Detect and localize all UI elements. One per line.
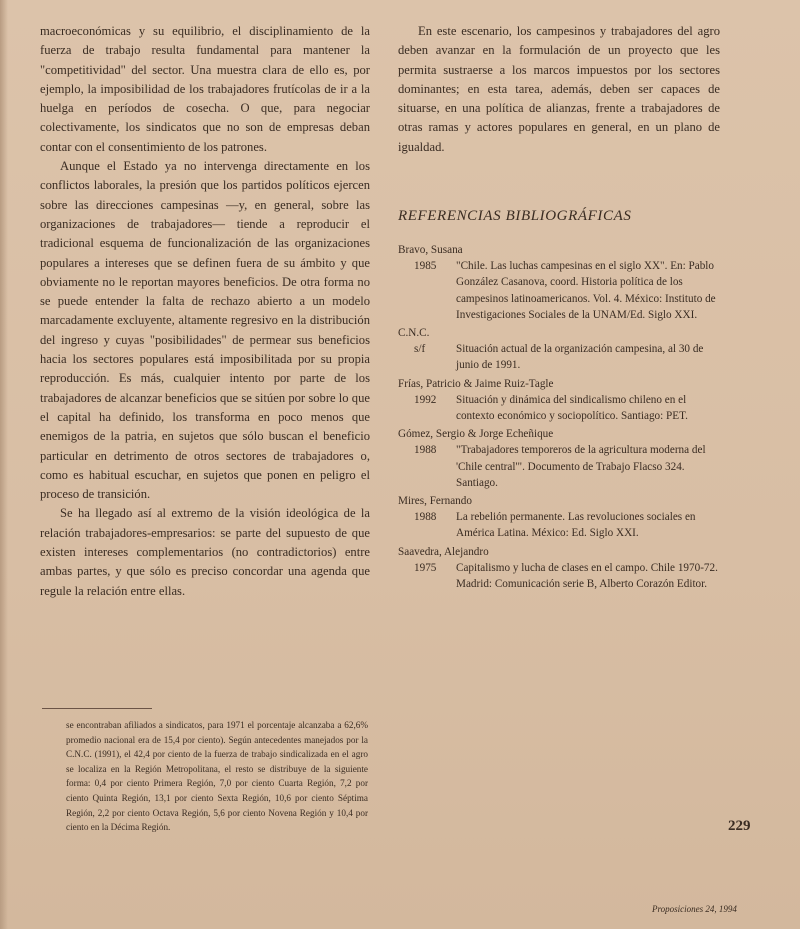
reference-item: [398, 493, 720, 542]
paragraph: Aunque el Estado ya no intervenga directamente en los conflictos laborales, la presión que los partidos políticos ejercen sobre las direcciones campesinas —y, en general, sobre las organizaciones de trabajadores— tiende a reproducir el tradicional esquema de funcionalización de las organizaciones populares a intereses que se definen fuera de su ámbito y que obviamente no le reportan mayores beneficios. De otra forma no se puede entender la falta de rechazo abierto a un modelo marcadamente excluyente, altamente regresivo en la distribución del ingreso y cuyas "posibilidades" de permear sus beneficios hacia los sectores populares está imposibilitada por su propia reproducción. Es más, cualquier intento por parte de los trabajadores de alcanzar beneficios que se sitúen por sobre lo que el capital ha definido, los transforma en poco menos que enemigos de la patria, en sujetos que sólo buscan el beneficio particular en detrimento de otros sectores de trabajadores o, como es habitual escuchar, en sujetos que ponen en peligro el proceso de transición.: [40, 159, 370, 502]
reference-author: Bravo, Susana: [398, 244, 463, 256]
reference-item: [398, 376, 720, 425]
reference-author: Frías, Patricio & Jaime Ruiz-Tagle: [398, 377, 554, 390]
reference-item: [398, 242, 720, 323]
reference-year: 1988: [414, 444, 437, 457]
footnote-divider: [42, 708, 152, 709]
references-heading: REFERENCIAS BIBLIOGRÁFICAS: [398, 208, 632, 224]
reference-year: 1992: [414, 393, 437, 406]
reference-text: "Chile. Las luchas campesinas en el siglo XX". En: Pablo González Casanova, coord. Historia política de los campesinos latinoamericanos. Vol. 4. México: Instituto de Investigaciones Sociales de la UNAM/Ed. Siglo XXI.: [456, 260, 716, 321]
paragraph: En este escenario, los campesinos y trabajadores del agro deben avanzar en la formulación de un proyecto que les permita sustraerse a los marcos impuestos por los sectores dominantes; en esta tarea, además, deben ser capaces de situarse, en una política de alianzas, frente a trabajadores de otras ramas y actores populares en general, en un plano de igualdad.: [398, 24, 720, 154]
journal-footer: Proposiciones 24, 1994: [652, 904, 737, 914]
right-column: [398, 22, 720, 157]
reference-author: Mires, Fernando: [398, 495, 472, 508]
reference-year: 1985: [414, 260, 437, 273]
reference-item: [398, 325, 720, 374]
reference-text: La rebelión permanente. Las revoluciones sociales en América Latina. México: Ed. Siglo XXI.: [456, 511, 696, 540]
footnote: se encontraban afiliados a sindicatos, para 1971 el porcentaje alcanzaba a 62,6% promedio nacional era de 15,4 por ciento). Según antecedentes manejados por la C.N.C. (1991), el 42,4 por ciento de la fuerza de trabajo sindicalizada en el agro se localiza en la Región Metropolitana, el resto se distribuye de la siguiente forma: 0,4 por ciento Primera Región, 7,0 por ciento Cuarta Región, 7,2 por ciento Quinta Región, 13,1 por ciento Sexta Región, 10,6 por ciento Séptima Región, 2,2 por ciento Octava Región, 5,6 por ciento Novena Región y 10,4 por ciento en la Décima Región.: [66, 720, 368, 833]
reference-author: C.N.C.: [398, 327, 430, 340]
reference-text: Situación y dinámica del sindicalismo chileno en el contexto económico y sociopolítico. Santiago: PET.: [456, 393, 688, 423]
page-number: 229: [728, 818, 751, 834]
reference-year: 1988: [414, 511, 437, 524]
paragraph: macroeconómicas y su equilibrio, el disciplinamiento de la fuerza de trabajo resulta fundamental para mantener la "competitividad" del sector. Una muestra clara de ello es, por ejemplo, la imposibilidad de los trabajadores frutícolas de ir a la huelga en períodos de cosecha. O que, para negociar colectivamente, los sindicatos que no son de empresas deban contar con el consentimiento de los patrones.: [40, 24, 370, 154]
reference-author: Gómez, Sergio & Jorge Echeñique: [398, 428, 554, 441]
reference-text: Situación actual de la organización campesina, al 30 de junio de 1991.: [456, 343, 704, 372]
paragraph: Se ha llegado así al extremo de la visión ideológica de la relación trabajadores-empresarios: se parte del supuesto de que existen intereses complementarios (no contradictorios) entre ambas partes, y que sólo es preciso concordar una agenda que regule la relación entre ellas.: [40, 506, 370, 598]
reference-year: s/f: [414, 343, 426, 356]
reference-text: Capitalismo y lucha de clases en el campo. Chile 1970-72. Madrid: Comunicación serie B, Alberto Corazón Editor.: [456, 561, 718, 591]
reference-item: [398, 426, 720, 491]
reference-item: [398, 544, 720, 593]
references-list: [398, 242, 720, 594]
reference-year: 1975: [414, 561, 437, 574]
reference-text: "Trabajadores temporeros de la agricultura moderna del 'Chile central'". Documento de Trabajo Flacso 324. Santiago.: [456, 444, 706, 489]
reference-author: Saavedra, Alejandro: [398, 545, 489, 558]
page-edge-shadow: [0, 0, 8, 929]
left-column: [40, 22, 370, 601]
